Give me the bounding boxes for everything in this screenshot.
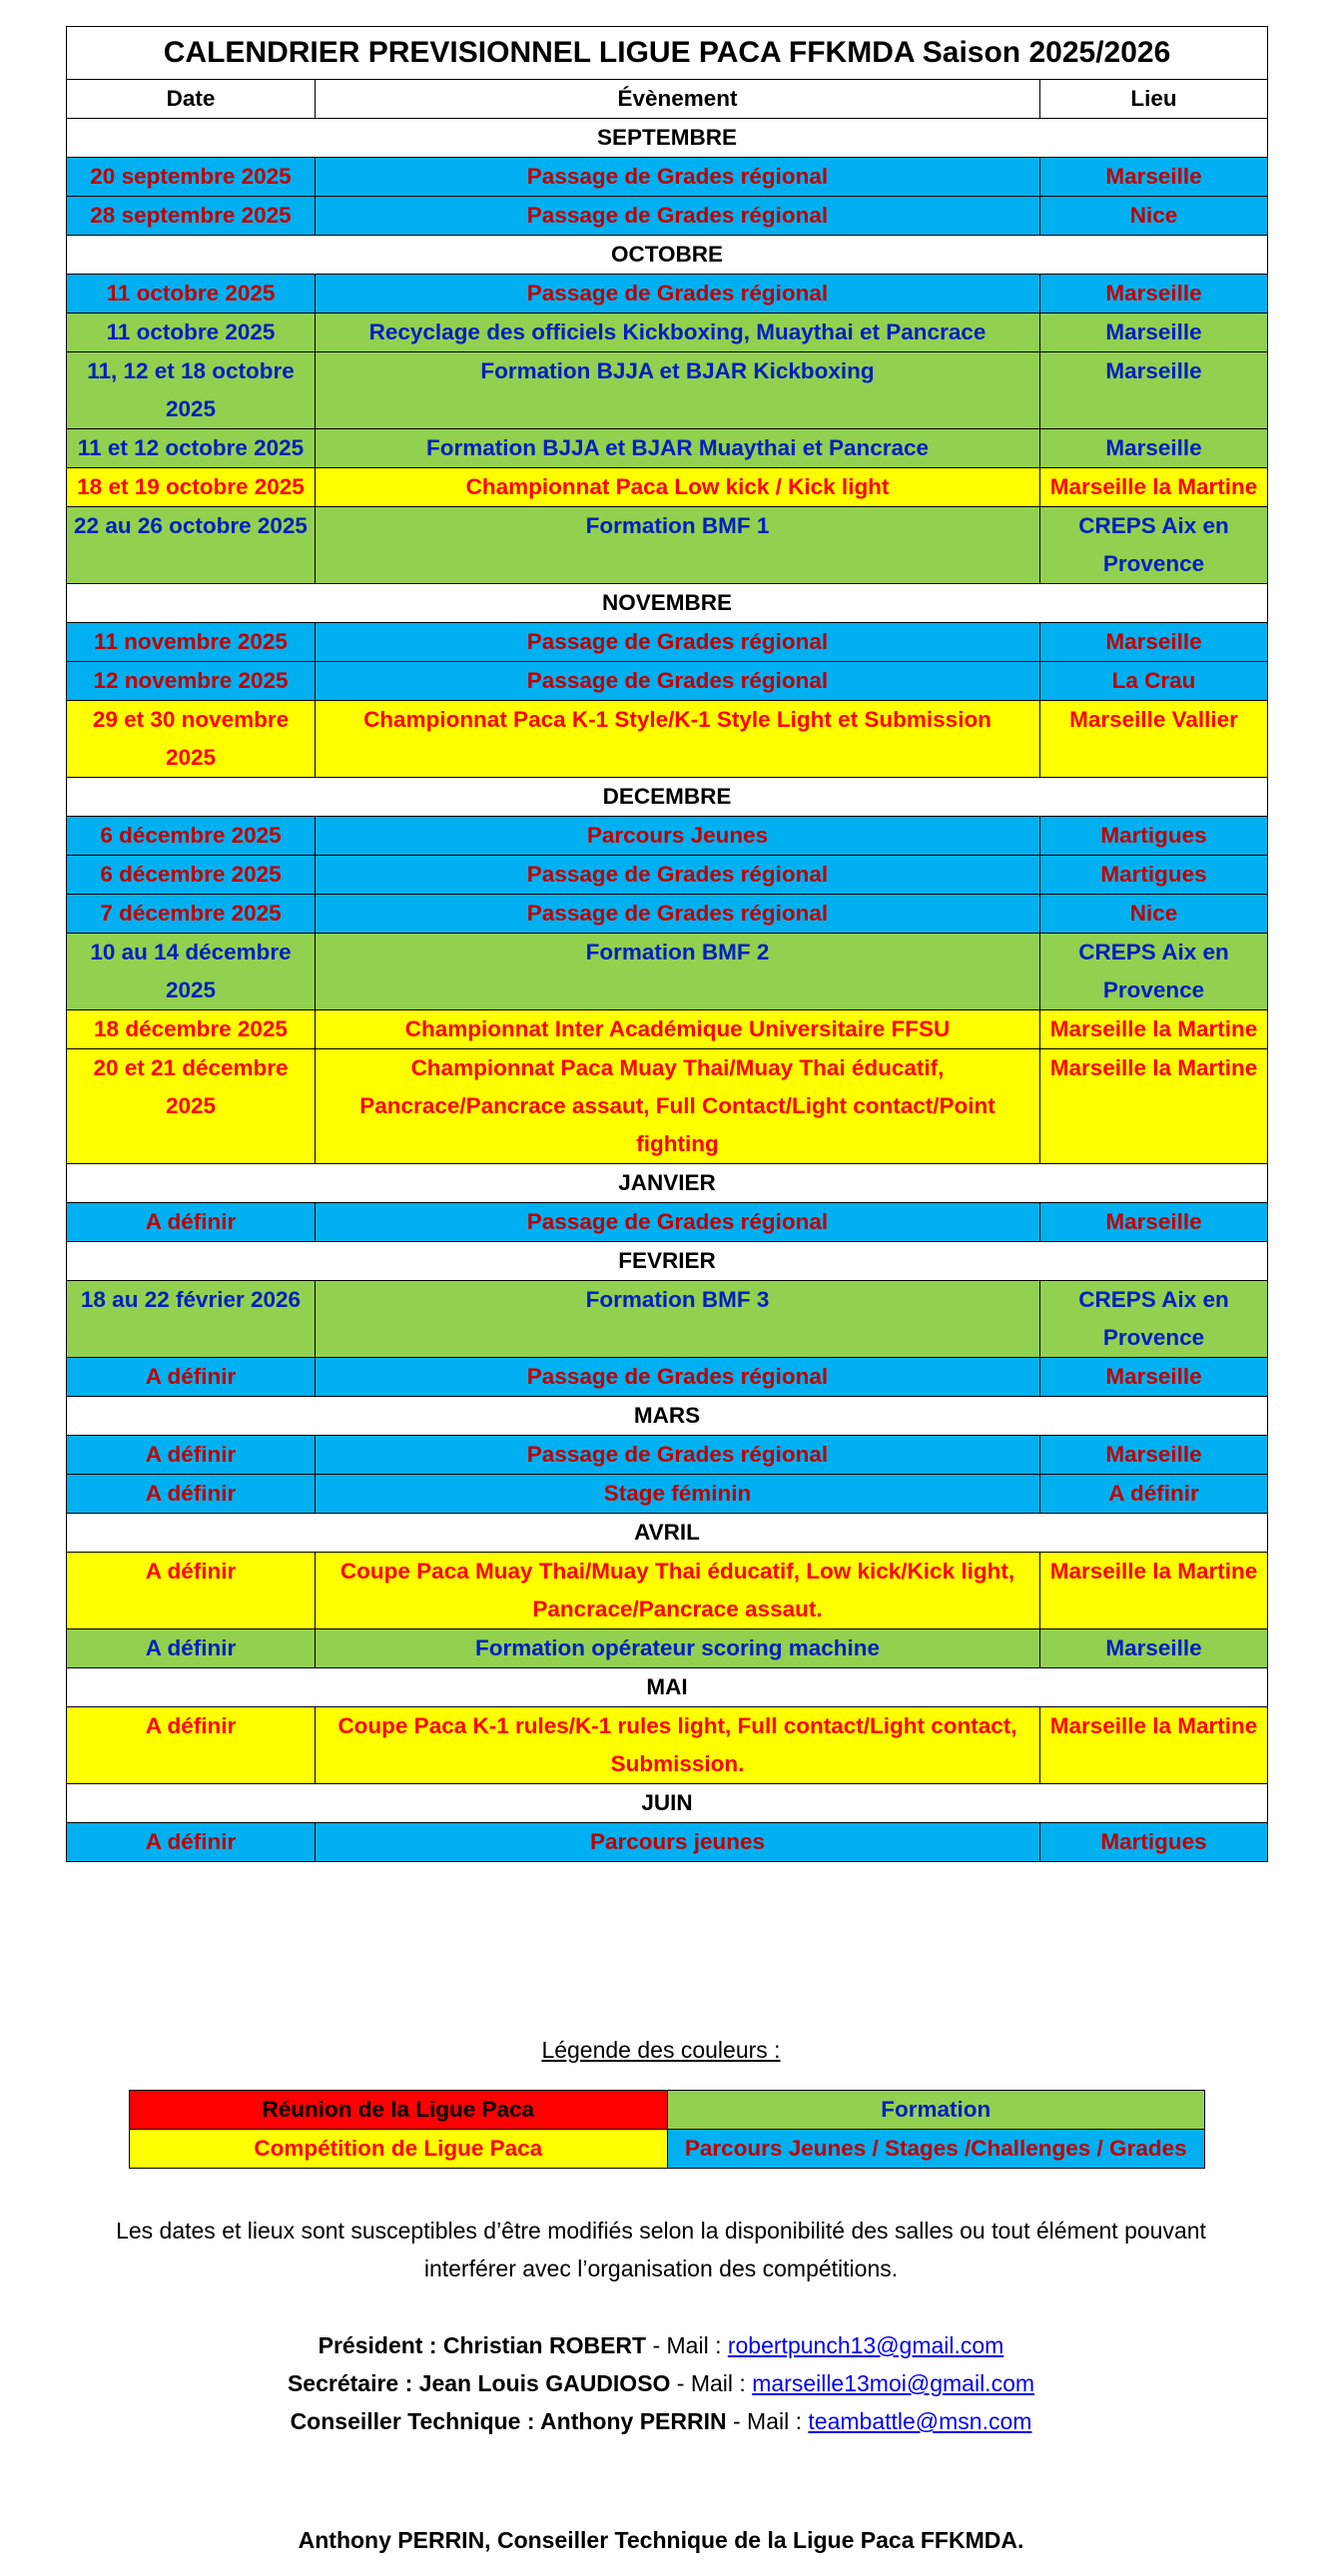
- event-row: [67, 895, 1268, 934]
- event-place: Marseille: [1040, 352, 1268, 429]
- month-row: [67, 1514, 1268, 1553]
- column-header-date: Date: [67, 80, 316, 119]
- contact-separator: - Mail :: [726, 2408, 809, 2434]
- event-date: 11 octobre 2025: [67, 314, 316, 352]
- event-date: 11 novembre 2025: [67, 623, 316, 662]
- event-event: Passage de Grades régional: [316, 623, 1040, 662]
- event-event: Championnat Paca K-1 Style/K-1 Style Light et Submission: [316, 701, 1040, 778]
- month-heading: JUIN: [67, 1784, 1268, 1823]
- event-row: [67, 817, 1268, 856]
- event-row: [67, 856, 1268, 895]
- month-heading: DECEMBRE: [67, 778, 1268, 817]
- event-row: [67, 662, 1268, 701]
- event-row: [67, 1707, 1268, 1784]
- event-date: A définir: [67, 1203, 316, 1242]
- event-date: 7 décembre 2025: [67, 895, 316, 934]
- month-heading: AVRIL: [67, 1514, 1268, 1553]
- event-event: Formation BMF 2: [316, 934, 1040, 1010]
- event-date: 6 décembre 2025: [67, 856, 316, 895]
- month-row: [67, 236, 1268, 275]
- event-date: A définir: [67, 1553, 316, 1629]
- event-date: 11 octobre 2025: [67, 275, 316, 314]
- calendar-table: [66, 26, 1268, 1862]
- event-place: Martigues: [1040, 1823, 1268, 1862]
- event-row: [67, 1823, 1268, 1862]
- title-row: [67, 27, 1268, 80]
- event-place: La Crau: [1040, 662, 1268, 701]
- email-link[interactable]: robertpunch13@gmail.com: [727, 2332, 1004, 2358]
- event-place: Marseille: [1040, 314, 1268, 352]
- contact-technical-advisor: [0, 2402, 1322, 2440]
- event-row: [67, 429, 1268, 468]
- event-place: Marseille: [1040, 1629, 1268, 1668]
- event-row: [67, 468, 1268, 507]
- month-heading: JANVIER: [67, 1164, 1268, 1203]
- event-row: [67, 158, 1268, 197]
- event-place: Marseille: [1040, 1436, 1268, 1475]
- event-row: [67, 701, 1268, 778]
- event-event: Coupe Paca Muay Thai/Muay Thai éducatif, Low kick/Kick light, Pancrace/Pancrace assaut.: [316, 1553, 1040, 1629]
- event-event: Parcours Jeunes: [316, 817, 1040, 856]
- event-event: Passage de Grades régional: [316, 1358, 1040, 1397]
- event-row: [67, 934, 1268, 1010]
- event-date: 20 et 21 décembre 2025: [67, 1049, 316, 1164]
- event-date: 18 et 19 octobre 2025: [67, 468, 316, 507]
- month-row: [67, 1242, 1268, 1281]
- event-place: Marseille la Martine: [1040, 468, 1268, 507]
- event-place: Marseille: [1040, 429, 1268, 468]
- month-row: [67, 1784, 1268, 1823]
- event-place: Marseille la Martine: [1040, 1049, 1268, 1164]
- event-event: Passage de Grades régional: [316, 158, 1040, 197]
- event-date: 28 septembre 2025: [67, 197, 316, 236]
- legend-formation: Formation: [667, 2091, 1205, 2130]
- month-row: [67, 1164, 1268, 1203]
- event-place: Marseille: [1040, 1358, 1268, 1397]
- event-row: [67, 275, 1268, 314]
- event-event: Parcours jeunes: [316, 1823, 1040, 1862]
- event-row: [67, 1436, 1268, 1475]
- event-event: Passage de Grades régional: [316, 895, 1040, 934]
- event-row: [67, 623, 1268, 662]
- contact-role: Conseiller Technique : Anthony PERRIN: [290, 2408, 727, 2434]
- month-heading: MAI: [67, 1668, 1268, 1707]
- event-place: Marseille: [1040, 623, 1268, 662]
- event-event: Passage de Grades régional: [316, 856, 1040, 895]
- month-heading: OCTOBRE: [67, 236, 1268, 275]
- event-date: 29 et 30 novembre 2025: [67, 701, 316, 778]
- event-event: Formation BMF 3: [316, 1281, 1040, 1358]
- disclaimer-text: Les dates et lieux sont susceptibles d’être modifiés selon la disponibilité des salles ou tout élément pouvant interférer avec l’organisation des compétitions.: [116, 2218, 1206, 2281]
- month-heading: NOVEMBRE: [67, 584, 1268, 623]
- event-place: A définir: [1040, 1475, 1268, 1514]
- event-event: Formation BJJA et BJAR Muaythai et Pancrace: [316, 429, 1040, 468]
- legend-parcours: Parcours Jeunes / Stages /Challenges / Grades: [667, 2130, 1205, 2169]
- event-event: Recyclage des officiels Kickboxing, Muaythai et Pancrace: [316, 314, 1040, 352]
- column-header-place: Lieu: [1040, 80, 1268, 119]
- event-row: [67, 1049, 1268, 1164]
- month-row: [67, 119, 1268, 158]
- event-event: Passage de Grades régional: [316, 1436, 1040, 1475]
- contact-secretary: [0, 2364, 1322, 2402]
- event-event: Coupe Paca K-1 rules/K-1 rules light, Full contact/Light contact, Submission.: [316, 1707, 1040, 1784]
- event-date: 10 au 14 décembre 2025: [67, 934, 316, 1010]
- calendar-body: [67, 27, 1268, 1862]
- event-place: Martigues: [1040, 817, 1268, 856]
- page-title: CALENDRIER PREVISIONNEL LIGUE PACA FFKMDA Saison 2025/2026: [67, 27, 1268, 80]
- month-row: [67, 584, 1268, 623]
- email-link[interactable]: marseille13moi@gmail.com: [752, 2370, 1035, 2396]
- event-place: CREPS Aix en Provence: [1040, 507, 1268, 584]
- email-link[interactable]: teambattle@msn.com: [808, 2408, 1032, 2434]
- event-date: 18 au 22 février 2026: [67, 1281, 316, 1358]
- signature: Anthony PERRIN, Conseiller Technique de la Ligue Paca FFKMDA.: [298, 2527, 1024, 2553]
- event-place: CREPS Aix en Provence: [1040, 1281, 1268, 1358]
- event-event: Formation opérateur scoring machine: [316, 1629, 1040, 1668]
- event-row: [67, 1553, 1268, 1629]
- month-row: [67, 778, 1268, 817]
- event-row: [67, 352, 1268, 429]
- event-date: 20 septembre 2025: [67, 158, 316, 197]
- event-place: Marseille la Martine: [1040, 1553, 1268, 1629]
- event-place: Nice: [1040, 197, 1268, 236]
- contacts-block: [0, 2326, 1322, 2440]
- event-event: Passage de Grades régional: [316, 1203, 1040, 1242]
- event-row: [67, 1475, 1268, 1514]
- event-date: A définir: [67, 1707, 316, 1784]
- column-header-event: Évènement: [316, 80, 1040, 119]
- event-date: 12 novembre 2025: [67, 662, 316, 701]
- event-row: [67, 1629, 1268, 1668]
- header-row: [67, 80, 1268, 119]
- event-place: Nice: [1040, 895, 1268, 934]
- event-date: 22 au 26 octobre 2025: [67, 507, 316, 584]
- event-date: A définir: [67, 1629, 316, 1668]
- event-place: Martigues: [1040, 856, 1268, 895]
- event-event: Championnat Paca Low kick / Kick light: [316, 468, 1040, 507]
- event-date: A définir: [67, 1823, 316, 1862]
- month-heading: SEPTEMBRE: [67, 119, 1268, 158]
- event-place: CREPS Aix en Provence: [1040, 934, 1268, 1010]
- event-place: Marseille: [1040, 1203, 1268, 1242]
- event-event: Formation BJJA et BJAR Kickboxing: [316, 352, 1040, 429]
- event-place: Marseille Vallier: [1040, 701, 1268, 778]
- event-event: Formation BMF 1: [316, 507, 1040, 584]
- month-heading: FEVRIER: [67, 1242, 1268, 1281]
- event-row: [67, 1281, 1268, 1358]
- event-event: Stage féminin: [316, 1475, 1040, 1514]
- event-date: 6 décembre 2025: [67, 817, 316, 856]
- event-date: A définir: [67, 1475, 316, 1514]
- event-date: A définir: [67, 1436, 316, 1475]
- event-row: [67, 507, 1268, 584]
- event-date: 11, 12 et 18 octobre 2025: [67, 352, 316, 429]
- color-legend: [129, 2090, 1205, 2169]
- event-row: [67, 1010, 1268, 1049]
- event-row: [67, 197, 1268, 236]
- event-date: 11 et 12 octobre 2025: [67, 429, 316, 468]
- event-place: Marseille la Martine: [1040, 1010, 1268, 1049]
- event-event: Passage de Grades régional: [316, 275, 1040, 314]
- legend-competition: Compétition de Ligue Paca: [130, 2130, 668, 2169]
- contact-president: [0, 2326, 1322, 2364]
- contact-role: Président : Christian ROBERT: [318, 2332, 647, 2358]
- event-event: Championnat Inter Académique Universitaire FFSU: [316, 1010, 1040, 1049]
- event-event: Passage de Grades régional: [316, 197, 1040, 236]
- month-heading: MARS: [67, 1397, 1268, 1436]
- contact-role: Secrétaire : Jean Louis GAUDIOSO: [287, 2370, 671, 2396]
- legend-reunion: Réunion de la Ligue Paca: [130, 2091, 668, 2130]
- event-place: Marseille la Martine: [1040, 1707, 1268, 1784]
- contact-separator: - Mail :: [646, 2332, 728, 2358]
- event-event: Passage de Grades régional: [316, 662, 1040, 701]
- month-row: [67, 1668, 1268, 1707]
- event-date: 18 décembre 2025: [67, 1010, 316, 1049]
- legend-title: Légende des couleurs :: [541, 2037, 781, 2063]
- event-row: [67, 314, 1268, 352]
- month-row: [67, 1397, 1268, 1436]
- contact-separator: - Mail :: [670, 2370, 753, 2396]
- event-row: [67, 1203, 1268, 1242]
- event-place: Marseille: [1040, 275, 1268, 314]
- event-event: Championnat Paca Muay Thai/Muay Thai éducatif, Pancrace/Pancrace assaut, Full Contact/Light contact/Point fighting: [316, 1049, 1040, 1164]
- event-place: Marseille: [1040, 158, 1268, 197]
- event-row: [67, 1358, 1268, 1397]
- event-date: A définir: [67, 1358, 316, 1397]
